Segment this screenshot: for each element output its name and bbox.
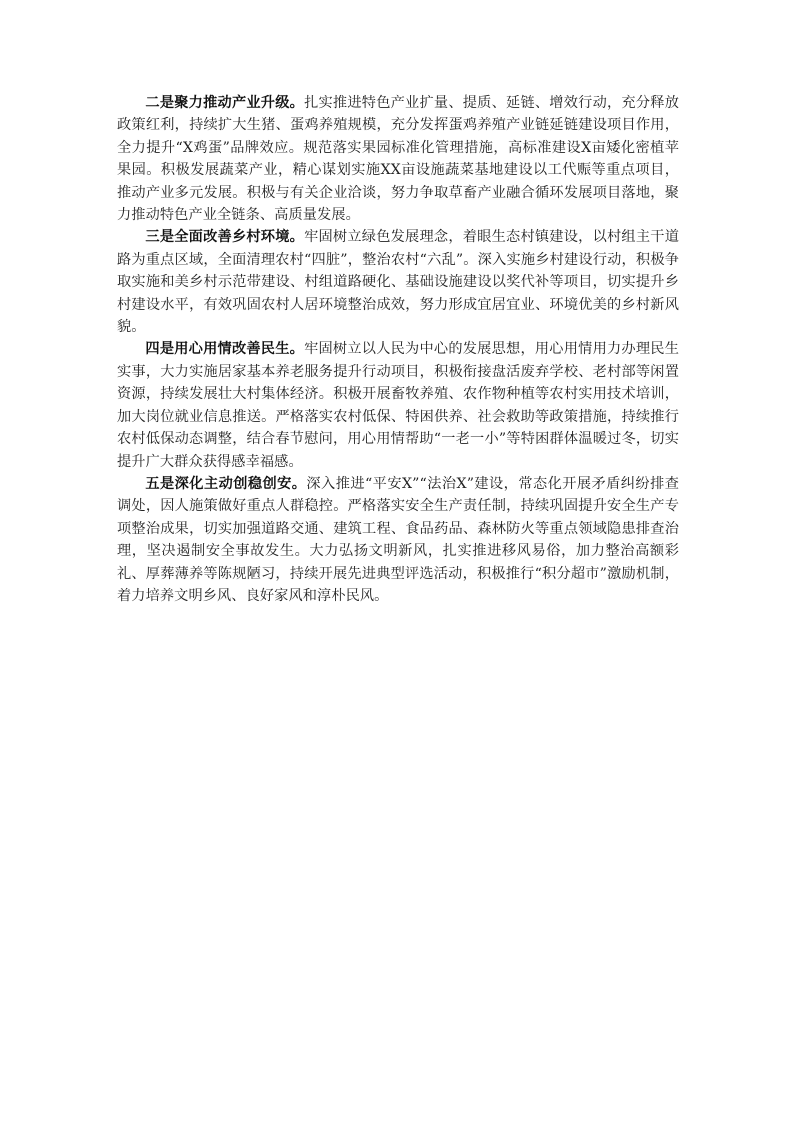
paragraph-text: 牢固树立以人民为中心的发展思想，用心用情用力办理民生实事，大力实施居家基本养老服务提升行动项目，积极衔接盘活废弃学校、老村部等闲置资源，持续发展壮大村集体经济。积极开展畜牧养殖、农作物种植等农村实用技术培训，加大岗位就业信息推送。严格落实农村低保、特困供养、社会救助等政策措施，持续推行农村低保动态调整，结合春节慰问，用心用情帮助“一老一小”等特困群体温暖过冬，切实提升广大群众获得感幸福感。: [117, 341, 679, 470]
paragraph-heading: 三是全面改善乡村环境。: [145, 229, 305, 246]
paragraph-livelihood: [117, 338, 679, 472]
paragraph-rural-environment: [117, 226, 679, 338]
document-body: [117, 92, 679, 607]
paragraph-safety-stability: [117, 473, 679, 607]
paragraph-heading: 五是深化主动创稳创安。: [145, 475, 307, 492]
paragraph-heading: 二是聚力推动产业升级。: [145, 95, 305, 111]
paragraph-text: 深入推进“平安X”“法治X”建设，常态化开展矛盾纠纷排查调处，因人施策做好重点人群稳控。严格落实安全生产责任制，持续巩固提升安全生产专项整治成果，切实加强道路交通、建筑工程、食品药品、森林防火等重点领域隐患排查治理，坚决遏制安全事故发生。大力弘扬文明新风，扎实推进移风易俗，加力整治高额彩礼、厚葬薄养等陈规陋习，持续开展先进典型评选活动，积极推行“积分超市”激励机制，着力培养文明乡风、良好家风和淳朴民风。: [117, 475, 679, 604]
paragraph-text: 扎实推进特色产业扩量、提质、延链、增效行动，充分释放政策红利，持续扩大生猪、蛋鸡养殖规模，充分发挥蛋鸡养殖产业链延链建设项目作用，全力提升“X鸡蛋”品牌效应。规范落实果园标准化管理措施，高标准建设X亩矮化密植苹果园。积极发展蔬菜产业，精心谋划实施XX亩设施蔬菜基地建设以工代赈等重点项目，推动产业多元发展。积极与有关企业洽谈，努力争取草畜产业融合循环发展项目落地，聚力推动特色产业全链条、高质量发展。: [117, 95, 679, 224]
paragraph-text: 牢固树立绿色发展理念，着眼生态村镇建设，以村组主干道路为重点区域，全面清理农村“四脏”，整治农村“六乱”。深入实施乡村建设行动，积极争取实施和美乡村示范带建设、村组道路硬化、基础设施建设以奖代补等项目，切实提升乡村建设水平，有效巩固农村人居环境整治成效，努力形成宜居宜业、环境优美的乡村新风貌。: [117, 229, 679, 336]
paragraph-industry-upgrade: [117, 92, 679, 226]
paragraph-heading: 四是用心用情改善民生。: [145, 341, 305, 358]
